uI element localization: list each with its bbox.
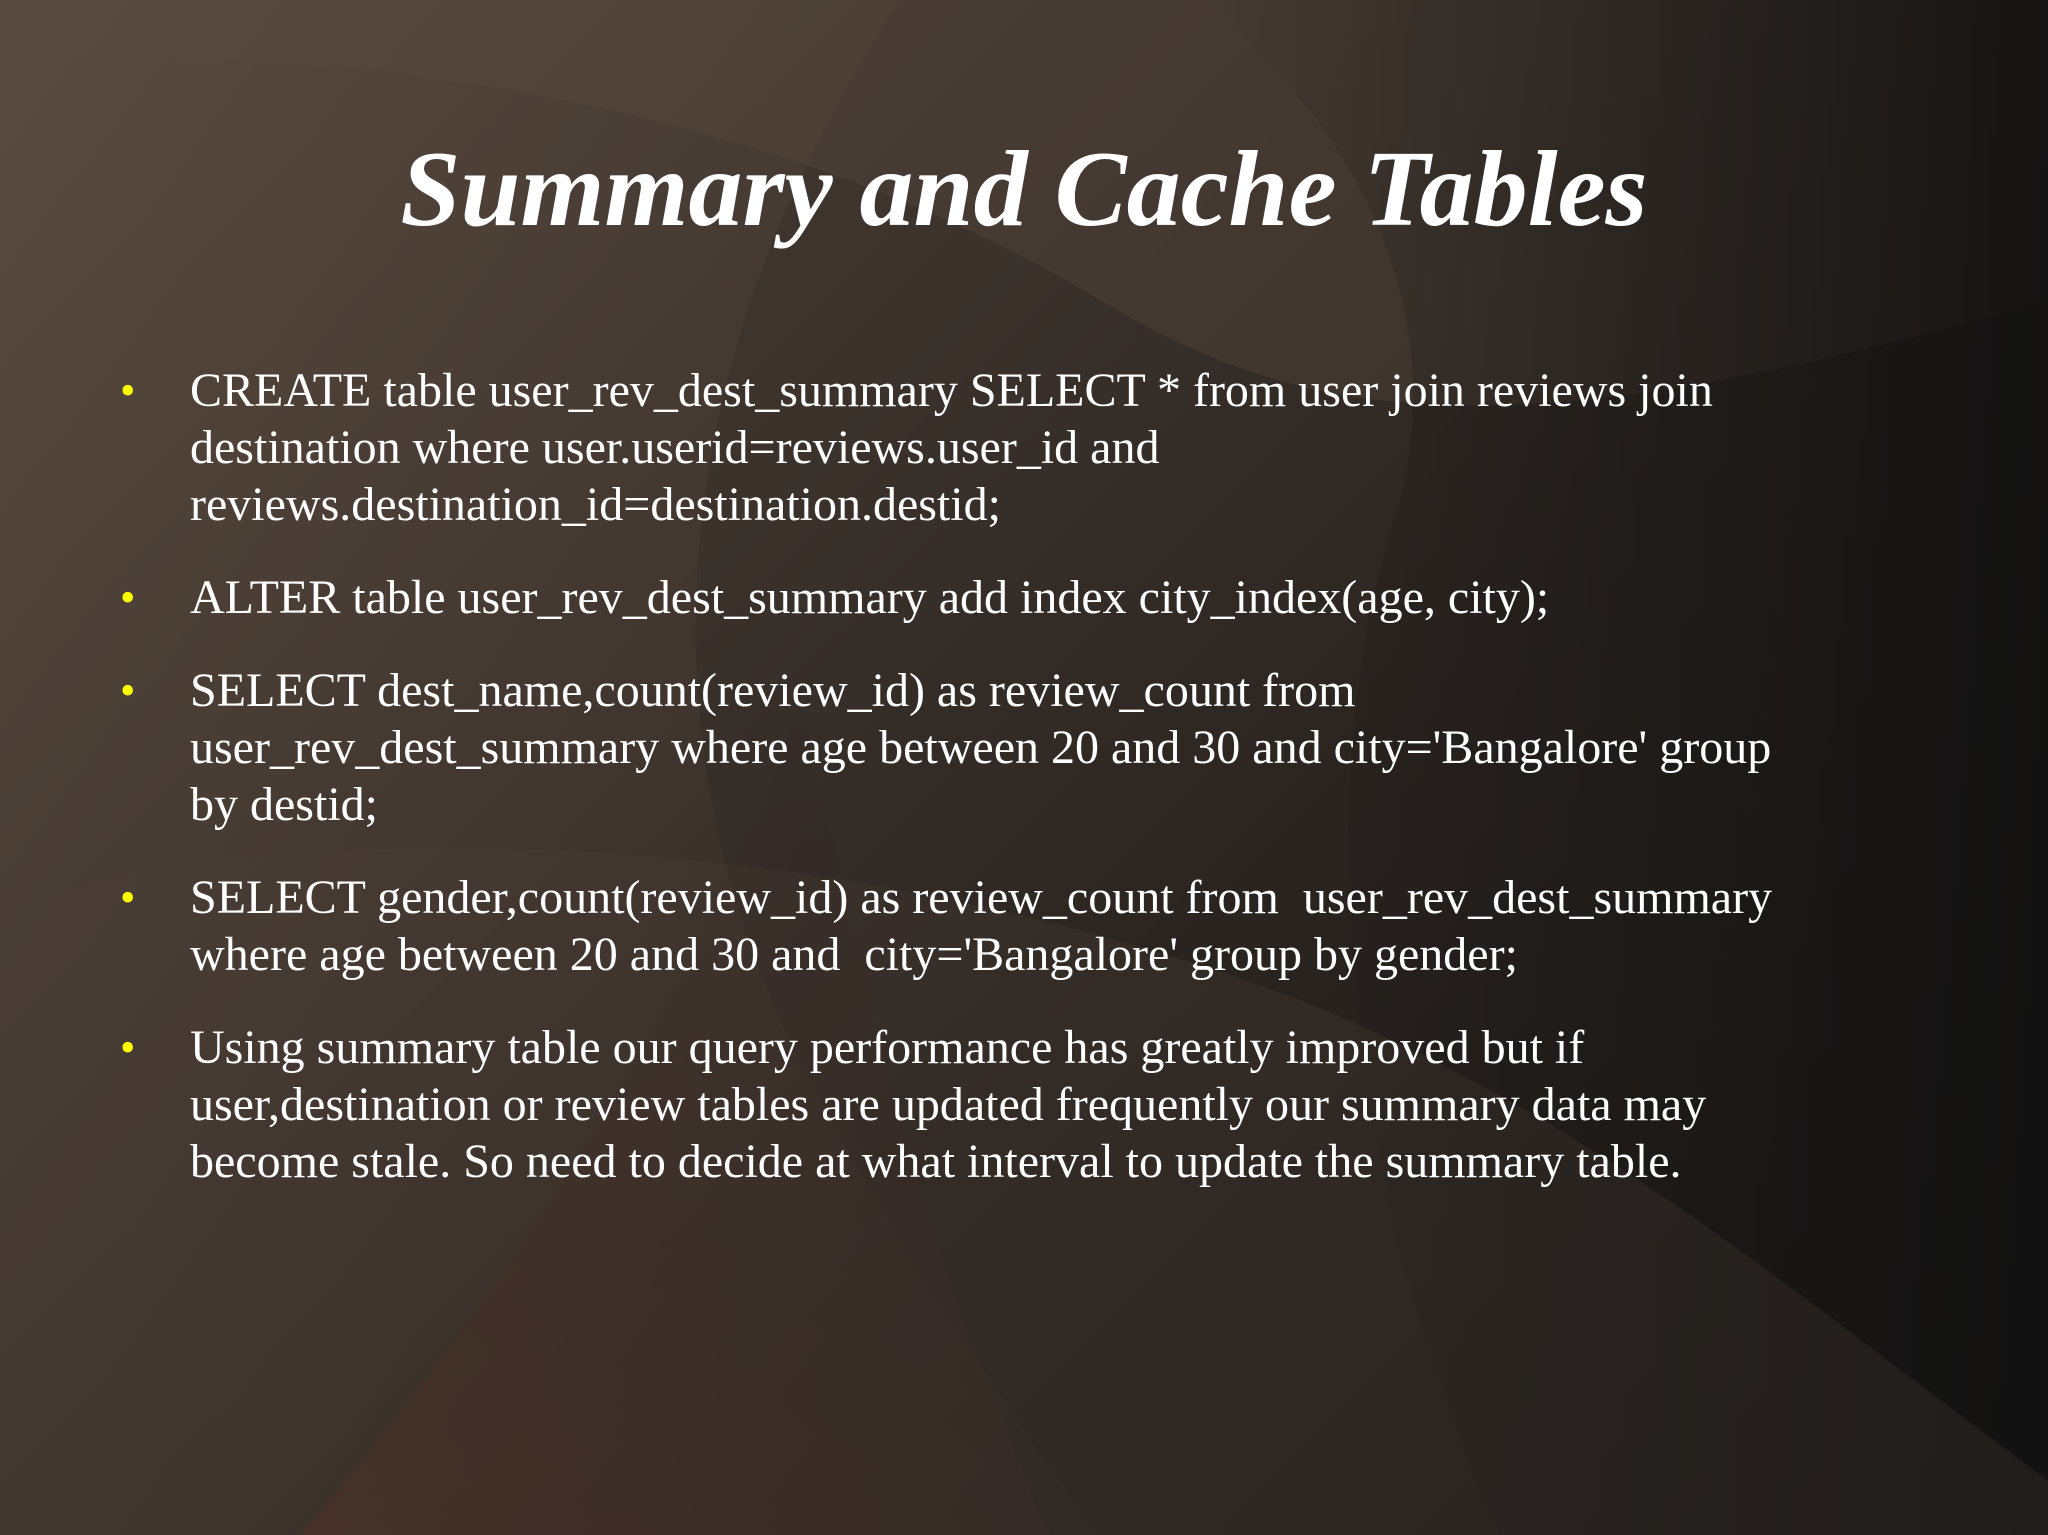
bullet-item-create-table: [120, 362, 1920, 533]
bullet-item-select-gender: [120, 869, 1920, 983]
bullet-list: [120, 362, 1920, 1226]
bullet-item-select-dest: [120, 662, 1920, 833]
bullet-text: Using summary table our query performance has greatly improved but if user,destination or review tables are updated frequently our summary data may become stale. So need to decide at what interval to update the summary table.: [190, 1021, 1707, 1188]
bullet-item-alter-table: [120, 569, 1920, 626]
bullet-text: SELECT gender,count(review_id) as review_count from user_rev_dest_summary where age between 20 and 30 and city='Bangalore' group by gender;: [190, 871, 1773, 981]
bullet-dot-icon: •: [120, 1023, 136, 1072]
bullet-dot-icon: •: [120, 666, 136, 715]
bullet-dot-icon: •: [120, 366, 136, 415]
bullet-dot-icon: •: [120, 573, 136, 622]
bullet-item-summary-note: [120, 1019, 1920, 1190]
bullet-text: CREATE table user_rev_dest_summary SELECT * from user join reviews join destination where user.userid=reviews.user_id and reviews.destination_id=destination.destid;: [190, 364, 1713, 531]
bullet-text: SELECT dest_name,count(review_id) as review_count from user_rev_dest_summary where age between 20 and 30 and city='Bangalore' group by destid;: [190, 664, 1772, 831]
bullet-dot-icon: •: [120, 873, 136, 922]
slide-title: Summary and Cache Tables: [400, 130, 1648, 249]
bullet-text: ALTER table user_rev_dest_summary add index city_index(age, city);: [190, 571, 1550, 624]
